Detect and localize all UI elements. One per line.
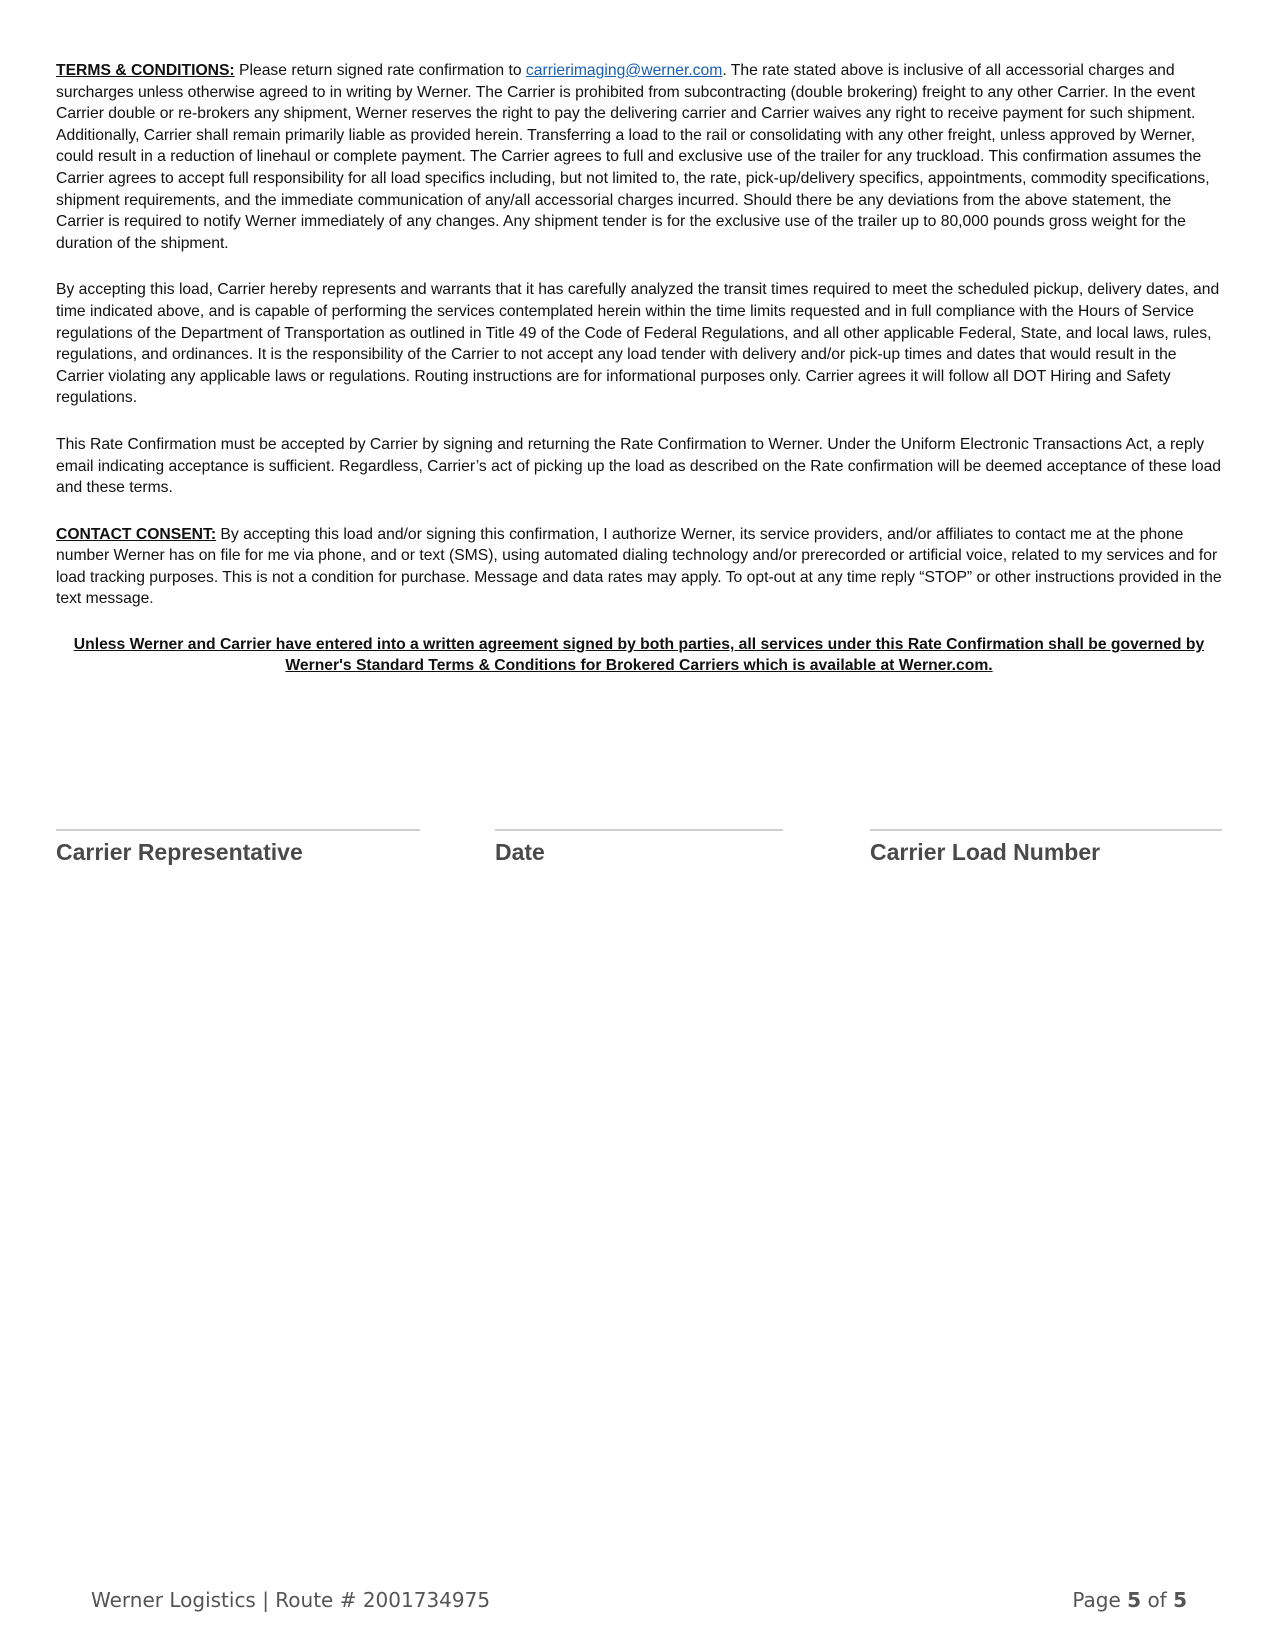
date-label: Date	[495, 839, 545, 865]
acceptance-paragraph: By accepting this load, Carrier hereby represents and warrants that it has carefully analyzed the transit times required to meet the scheduled pickup, delivery dates, and time indicated above, and is capable of performing the services contemplated herein within the time limits requested and in full compliance with the Hours of Service regulations of the Department of Transportation as outlined in Title 49 of the Code of Federal Regulations, and all other applicable Federal, State, and local laws, rules, regulations, and ordinances. It is the responsibility of the Carrier to not accept any load tender with delivery and/or pick-up times and dates that would result in the Carrier violating any applicable laws or regulations. Routing instructions are for informational purposes only. Carrier agrees it will follow all DOT Hiring and Safety regulations.	[56, 281, 1220, 407]
signature-line	[495, 829, 783, 831]
rate-confirmation-paragraph: This Rate Confirmation must be accepted by Carrier by signing and returning the Rate Confirmation to Werner. Under the Uniform Electronic Transactions Act, a reply email indicating acceptance is sufficient. Regardless, Carrier’s act of picking up the load as described on the Rate confirmation will be deemed acceptance of these load and these terms.	[56, 435, 1222, 497]
document-body	[56, 60, 1222, 676]
carrier-representative-signature	[56, 829, 420, 866]
terms-lead-text: Please return signed rate confirmation to	[239, 62, 522, 79]
contact-consent-paragraph	[56, 524, 1222, 610]
terms-body-text: . The rate stated above is inclusive of all accessorial charges and surcharges unless otherwise agreed to in writing by Werner. The Carrier is prohibited from subcontracting (double brokering) freight to any other Carrier. In the event Carrier double or re-brokers any shipment, Werner reserves the right to pay the delivering carrier and Carrier waives any right to receive payment for such shipment. Additionally, Carrier shall remain primarily liable as provided herein. Transferring a load to the rail or consolidating with any other freight, unless approved by Werner, could result in a reduction of linehaul or complete payment. The Carrier agrees to full and exclusive use of the trailer for any truckload. This confirmation assumes the Carrier agrees to accept full responsibility for all load specifics including, but not limited to, the rate, pick-up/delivery specifics, appointments, commodity specifications, shipment requirements, and the immediate communication of any/all accessorial charges incurred. Should there be any deviations from the above statement, the Carrier is required to notify Werner immediately of any changes. Any shipment tender is for the exclusive use of the trailer up to 80,000 pounds gross weight for the duration of the shipment.	[56, 62, 1210, 252]
contact-consent-heading: CONTACT CONSENT:	[56, 525, 217, 543]
signature-line	[870, 829, 1222, 831]
page-number	[1072, 1588, 1187, 1612]
signature-line	[56, 829, 420, 831]
carrier-load-number-label: Carrier Load Number	[870, 839, 1101, 865]
governing-terms-statement: Unless Werner and Carrier have entered into a written agreement signed by both parties, all services under this Rate Confirmation shall be governed by Werner's Standard Terms & Conditions for Brokered Carriers which is available at Werner.com.	[73, 636, 1205, 674]
terms-and-conditions-paragraph	[56, 60, 1222, 254]
page-footer	[0, 1588, 1275, 1618]
contact-consent-body: By accepting this load and/or signing this confirmation, I authorize Werner, its service providers, and/or affiliates to contact me at the phone number Werner has on file for me via phone, and or text (SMS), using automated dialing technology and/or prerecorded or artificial voice, related to my services and for load tracking purposes. This is not a condition for purchase. Message and data rates may apply. To opt-out at any time reply “STOP” or other instructions provided in the text message.	[56, 525, 1222, 608]
page-total: 5	[1173, 1588, 1187, 1612]
carrier-imaging-email-link[interactable]: carrierimaging@werner.com	[525, 62, 723, 79]
footer-route-text: Werner Logistics | Route # 2001734975	[91, 1588, 491, 1612]
carrier-load-number-signature	[870, 829, 1222, 866]
page-current: 5	[1127, 1588, 1142, 1612]
carrier-representative-label: Carrier Representative	[56, 839, 303, 865]
page-separator: of	[1147, 1588, 1167, 1612]
signature-row	[56, 829, 1222, 889]
date-signature	[495, 829, 783, 866]
page-prefix: Page	[1072, 1588, 1121, 1612]
terms-heading: TERMS & CONDITIONS:	[56, 62, 235, 79]
